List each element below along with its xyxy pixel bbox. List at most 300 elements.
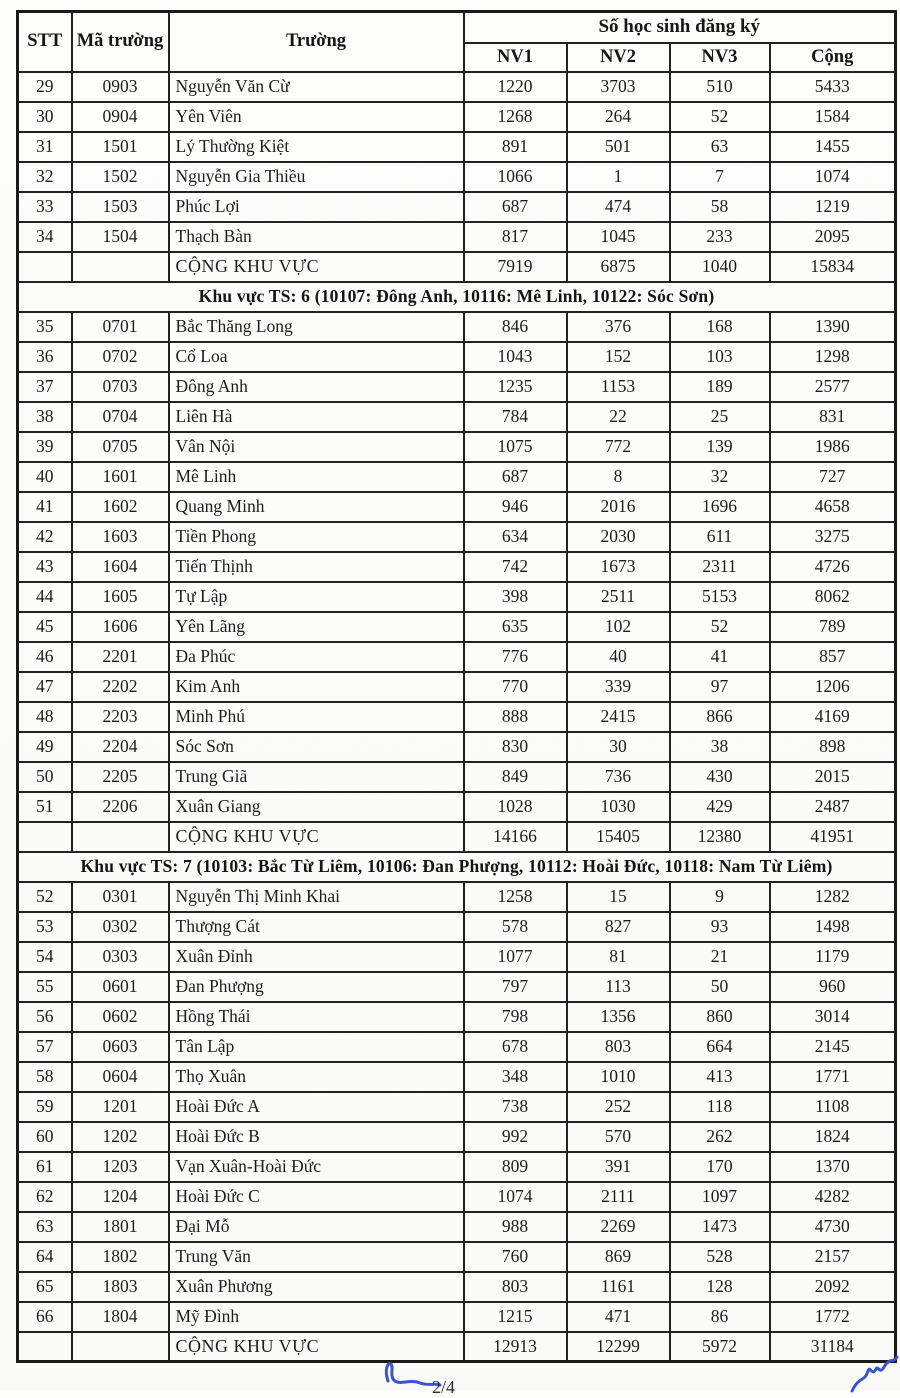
nv2-count-cell: 264 xyxy=(567,102,670,132)
school-code-cell: 0603 xyxy=(72,1032,169,1062)
school-code-cell: 0705 xyxy=(72,432,169,462)
table-row xyxy=(18,882,896,912)
nv1-count-cell: 891 xyxy=(464,132,567,162)
school-code-cell: 1804 xyxy=(72,1302,169,1332)
region-total-row xyxy=(18,252,896,282)
school-code-cell: 0702 xyxy=(72,342,169,372)
school-code-cell: 2201 xyxy=(72,642,169,672)
col-header-ma-truong: Mã trường xyxy=(72,12,169,72)
school-code-cell: 1201 xyxy=(72,1092,169,1122)
school-code-cell xyxy=(72,252,169,282)
nv1-count-cell: 1215 xyxy=(464,1302,567,1332)
stt-cell: 35 xyxy=(18,312,72,342)
nv3-count-cell: 170 xyxy=(670,1152,770,1182)
nv3-count-cell: 118 xyxy=(670,1092,770,1122)
nv2-count-cell: 22 xyxy=(567,402,670,432)
nv3-count-cell: 611 xyxy=(670,522,770,552)
nv3-count-cell: 429 xyxy=(670,792,770,822)
school-name-cell: Vân Nội xyxy=(169,432,464,462)
school-code-cell: 2202 xyxy=(72,672,169,702)
stt-cell: 53 xyxy=(18,912,72,942)
stt-cell xyxy=(18,1332,72,1362)
nv3-total-cell: 5972 xyxy=(670,1332,770,1362)
table-row xyxy=(18,732,896,762)
total-count-cell: 8062 xyxy=(770,582,896,612)
school-name-cell: Yên Lãng xyxy=(169,612,464,642)
nv2-count-cell: 1045 xyxy=(567,222,670,252)
total-count-cell: 4726 xyxy=(770,552,896,582)
nv2-count-cell: 1 xyxy=(567,162,670,192)
table-row xyxy=(18,1182,896,1212)
school-name-cell: Minh Phú xyxy=(169,702,464,732)
school-code-cell: 1203 xyxy=(72,1152,169,1182)
total-count-cell: 1390 xyxy=(770,312,896,342)
nv2-count-cell: 40 xyxy=(567,642,670,672)
page-number: 2/4 xyxy=(432,1377,456,1397)
school-name-cell: Tự Lập xyxy=(169,582,464,612)
nv1-count-cell: 946 xyxy=(464,492,567,522)
school-name-cell: Yên Viên xyxy=(169,102,464,132)
nv3-count-cell: 5153 xyxy=(670,582,770,612)
nv1-count-cell: 809 xyxy=(464,1152,567,1182)
school-code-cell: 1204 xyxy=(72,1182,169,1212)
nv1-count-cell: 770 xyxy=(464,672,567,702)
school-code-cell: 1803 xyxy=(72,1272,169,1302)
stt-cell: 42 xyxy=(18,522,72,552)
school-code-cell: 0704 xyxy=(72,402,169,432)
school-code-cell: 0302 xyxy=(72,912,169,942)
stt-cell: 50 xyxy=(18,762,72,792)
stt-cell: 57 xyxy=(18,1032,72,1062)
total-count-cell: 1298 xyxy=(770,342,896,372)
school-code-cell: 0301 xyxy=(72,882,169,912)
total-count-cell: 2577 xyxy=(770,372,896,402)
nv3-count-cell: 93 xyxy=(670,912,770,942)
school-code-cell: 2206 xyxy=(72,792,169,822)
total-count-cell: 4658 xyxy=(770,492,896,522)
stt-cell: 54 xyxy=(18,942,72,972)
nv2-count-cell: 2415 xyxy=(567,702,670,732)
nv2-count-cell: 772 xyxy=(567,432,670,462)
nv1-count-cell: 849 xyxy=(464,762,567,792)
table-row xyxy=(18,1062,896,1092)
nv3-count-cell: 1097 xyxy=(670,1182,770,1212)
nv1-count-cell: 1258 xyxy=(464,882,567,912)
nv3-total-cell: 1040 xyxy=(670,252,770,282)
total-count-cell: 1584 xyxy=(770,102,896,132)
nv3-count-cell: 9 xyxy=(670,882,770,912)
school-name-cell: Kim Anh xyxy=(169,672,464,702)
school-name-cell: Hoài Đức B xyxy=(169,1122,464,1152)
total-count-cell: 4282 xyxy=(770,1182,896,1212)
stt-cell: 39 xyxy=(18,432,72,462)
school-name-cell: Tân Lập xyxy=(169,1032,464,1062)
nv3-count-cell: 2311 xyxy=(670,552,770,582)
total-count-cell: 831 xyxy=(770,402,896,432)
stt-cell: 51 xyxy=(18,792,72,822)
table-row xyxy=(18,342,896,372)
school-name-cell: Tiền Phong xyxy=(169,522,464,552)
nv3-count-cell: 52 xyxy=(670,102,770,132)
table-row xyxy=(18,1272,896,1302)
stt-cell: 44 xyxy=(18,582,72,612)
table-row xyxy=(18,72,896,102)
nv1-count-cell: 1066 xyxy=(464,162,567,192)
nv1-count-cell: 798 xyxy=(464,1002,567,1032)
nv2-count-cell: 1153 xyxy=(567,372,670,402)
school-code-cell: 0703 xyxy=(72,372,169,402)
nv2-count-cell: 1673 xyxy=(567,552,670,582)
nv2-count-cell: 152 xyxy=(567,342,670,372)
nv3-count-cell: 58 xyxy=(670,192,770,222)
total-count-cell: 789 xyxy=(770,612,896,642)
nv1-count-cell: 992 xyxy=(464,1122,567,1152)
nv3-count-cell: 262 xyxy=(670,1122,770,1152)
school-name-cell: Mê Linh xyxy=(169,462,464,492)
nv1-count-cell: 348 xyxy=(464,1062,567,1092)
nv3-count-cell: 52 xyxy=(670,612,770,642)
col-header-nv2: NV2 xyxy=(567,43,670,72)
school-name-cell: Sóc Sơn xyxy=(169,732,464,762)
school-code-cell: 0601 xyxy=(72,972,169,1002)
school-code-cell: 0904 xyxy=(72,102,169,132)
nv2-total-cell: 6875 xyxy=(567,252,670,282)
region-total-row xyxy=(18,822,896,852)
nv3-count-cell: 413 xyxy=(670,1062,770,1092)
stt-cell: 61 xyxy=(18,1152,72,1182)
col-header-stt: STT xyxy=(18,12,72,72)
total-count-cell: 1370 xyxy=(770,1152,896,1182)
stt-cell: 66 xyxy=(18,1302,72,1332)
school-name-cell: Nguyễn Gia Thiều xyxy=(169,162,464,192)
table-row xyxy=(18,1122,896,1152)
table-row xyxy=(18,1212,896,1242)
nv2-count-cell: 81 xyxy=(567,942,670,972)
stt-cell: 38 xyxy=(18,402,72,432)
nv1-total-cell: 12913 xyxy=(464,1332,567,1362)
table-row xyxy=(18,192,896,222)
stt-cell: 46 xyxy=(18,642,72,672)
nv1-count-cell: 817 xyxy=(464,222,567,252)
table-row xyxy=(18,642,896,672)
nv3-count-cell: 866 xyxy=(670,702,770,732)
nv2-count-cell: 1356 xyxy=(567,1002,670,1032)
nv1-count-cell: 738 xyxy=(464,1092,567,1122)
stt-cell xyxy=(18,252,72,282)
table-row xyxy=(18,132,896,162)
school-name-cell: Đa Phúc xyxy=(169,642,464,672)
stt-cell xyxy=(18,822,72,852)
nv2-total-cell: 12299 xyxy=(567,1332,670,1362)
table-row xyxy=(18,762,896,792)
stt-cell: 36 xyxy=(18,342,72,372)
school-code-cell: 0303 xyxy=(72,942,169,972)
nv3-count-cell: 7 xyxy=(670,162,770,192)
stt-cell: 56 xyxy=(18,1002,72,1032)
nv2-count-cell: 2030 xyxy=(567,522,670,552)
nv1-count-cell: 846 xyxy=(464,312,567,342)
school-name-cell: Cổ Loa xyxy=(169,342,464,372)
nv1-total-cell: 7919 xyxy=(464,252,567,282)
school-code-cell: 1504 xyxy=(72,222,169,252)
nv1-count-cell: 988 xyxy=(464,1212,567,1242)
nv2-total-cell: 15405 xyxy=(567,822,670,852)
table-row xyxy=(18,1002,896,1032)
school-name-cell: Đông Anh xyxy=(169,372,464,402)
stt-cell: 65 xyxy=(18,1272,72,1302)
school-name-cell: Liên Hà xyxy=(169,402,464,432)
total-count-cell: 2095 xyxy=(770,222,896,252)
table-row xyxy=(18,1152,896,1182)
table-row xyxy=(18,702,896,732)
col-header-nv3: NV3 xyxy=(670,43,770,72)
stt-cell: 31 xyxy=(18,132,72,162)
nv1-count-cell: 398 xyxy=(464,582,567,612)
total-count-cell: 1282 xyxy=(770,882,896,912)
school-name-cell: Trung Văn xyxy=(169,1242,464,1272)
region-total-label: CỘNG KHU VỰC xyxy=(169,822,464,852)
nv3-count-cell: 189 xyxy=(670,372,770,402)
nv2-count-cell: 1030 xyxy=(567,792,670,822)
table-row xyxy=(18,402,896,432)
nv1-count-cell: 830 xyxy=(464,732,567,762)
nv3-count-cell: 860 xyxy=(670,1002,770,1032)
school-code-cell: 0604 xyxy=(72,1062,169,1092)
school-name-cell: Tiến Thịnh xyxy=(169,552,464,582)
nv2-count-cell: 113 xyxy=(567,972,670,1002)
region-total-label: CỘNG KHU VỰC xyxy=(169,252,464,282)
nv1-count-cell: 784 xyxy=(464,402,567,432)
nv1-count-cell: 687 xyxy=(464,192,567,222)
table-row xyxy=(18,492,896,522)
nv1-count-cell: 687 xyxy=(464,462,567,492)
nv1-count-cell: 742 xyxy=(464,552,567,582)
nv1-count-cell: 888 xyxy=(464,702,567,732)
stt-cell: 64 xyxy=(18,1242,72,1272)
region-total-row xyxy=(18,1332,896,1362)
school-code-cell: 1603 xyxy=(72,522,169,552)
stt-cell: 52 xyxy=(18,882,72,912)
nv3-count-cell: 38 xyxy=(670,732,770,762)
school-name-cell: Mỹ Đình xyxy=(169,1302,464,1332)
nv1-count-cell: 797 xyxy=(464,972,567,1002)
stt-cell: 60 xyxy=(18,1122,72,1152)
section-title: Khu vực TS: 6 (10107: Đông Anh, 10116: Mê Linh, 10122: Sóc Sơn) xyxy=(18,282,896,312)
nv3-count-cell: 528 xyxy=(670,1242,770,1272)
stt-cell: 62 xyxy=(18,1182,72,1212)
nv2-count-cell: 570 xyxy=(567,1122,670,1152)
school-code-cell: 2203 xyxy=(72,702,169,732)
table-row xyxy=(18,462,896,492)
total-count-cell: 1498 xyxy=(770,912,896,942)
nv3-count-cell: 25 xyxy=(670,402,770,432)
table-row xyxy=(18,1032,896,1062)
school-name-cell: Thạch Bàn xyxy=(169,222,464,252)
table-row xyxy=(18,522,896,552)
nv3-count-cell: 63 xyxy=(670,132,770,162)
stt-cell: 29 xyxy=(18,72,72,102)
total-count-cell: 2145 xyxy=(770,1032,896,1062)
nv3-count-cell: 510 xyxy=(670,72,770,102)
school-code-cell xyxy=(72,822,169,852)
nv1-count-cell: 760 xyxy=(464,1242,567,1272)
total-count-cell: 727 xyxy=(770,462,896,492)
total-count-cell: 1219 xyxy=(770,192,896,222)
nv2-count-cell: 1010 xyxy=(567,1062,670,1092)
nv2-count-cell: 803 xyxy=(567,1032,670,1062)
nv3-count-cell: 139 xyxy=(670,432,770,462)
school-name-cell: Nguyễn Thị Minh Khai xyxy=(169,882,464,912)
stt-cell: 58 xyxy=(18,1062,72,1092)
school-name-cell: Xuân Đỉnh xyxy=(169,942,464,972)
stt-cell: 37 xyxy=(18,372,72,402)
nv2-count-cell: 391 xyxy=(567,1152,670,1182)
nv2-count-cell: 376 xyxy=(567,312,670,342)
stt-cell: 48 xyxy=(18,702,72,732)
col-header-cong: Cộng xyxy=(770,43,896,72)
nv2-count-cell: 2511 xyxy=(567,582,670,612)
table-header xyxy=(18,12,896,72)
stt-cell: 55 xyxy=(18,972,72,1002)
nv1-count-cell: 1075 xyxy=(464,432,567,462)
nv1-count-cell: 1074 xyxy=(464,1182,567,1212)
school-code-cell: 1605 xyxy=(72,582,169,612)
nv3-count-cell: 41 xyxy=(670,642,770,672)
nv2-count-cell: 3703 xyxy=(567,72,670,102)
stt-cell: 34 xyxy=(18,222,72,252)
school-code-cell: 2205 xyxy=(72,762,169,792)
nv1-count-cell: 635 xyxy=(464,612,567,642)
school-code-cell: 1606 xyxy=(72,612,169,642)
section-title: Khu vực TS: 7 (10103: Bắc Từ Liêm, 10106: Đan Phượng, 10112: Hoài Đức, 10118: Nam Từ Liêm) xyxy=(18,852,896,882)
nv2-count-cell: 2111 xyxy=(567,1182,670,1212)
table-row xyxy=(18,942,896,972)
nv3-count-cell: 50 xyxy=(670,972,770,1002)
total-count-cell: 5433 xyxy=(770,72,896,102)
nv1-count-cell: 1043 xyxy=(464,342,567,372)
table-row xyxy=(18,612,896,642)
school-name-cell: Nguyễn Văn Cừ xyxy=(169,72,464,102)
total-count-cell: 898 xyxy=(770,732,896,762)
total-count-cell: 1772 xyxy=(770,1302,896,1332)
nv1-total-cell: 14166 xyxy=(464,822,567,852)
total-count-cell: 1179 xyxy=(770,942,896,972)
nv3-count-cell: 233 xyxy=(670,222,770,252)
total-count-cell: 4730 xyxy=(770,1212,896,1242)
school-name-cell: Bắc Thăng Long xyxy=(169,312,464,342)
col-header-nv1: NV1 xyxy=(464,43,567,72)
nv3-count-cell: 21 xyxy=(670,942,770,972)
nv3-count-cell: 32 xyxy=(670,462,770,492)
nv2-count-cell: 2016 xyxy=(567,492,670,522)
school-name-cell: Vạn Xuân-Hoài Đức xyxy=(169,1152,464,1182)
school-name-cell: Hoài Đức C xyxy=(169,1182,464,1212)
total-count-cell: 2092 xyxy=(770,1272,896,1302)
school-name-cell: Xuân Giang xyxy=(169,792,464,822)
section-header-row xyxy=(18,282,896,312)
handwritten-signature-scribble-right-icon xyxy=(844,1353,900,1395)
school-code-cell: 2204 xyxy=(72,732,169,762)
table-row xyxy=(18,222,896,252)
school-name-cell: Trung Giã xyxy=(169,762,464,792)
col-header-group-so-hoc-sinh: Số học sinh đăng ký xyxy=(464,12,896,43)
nv2-count-cell: 474 xyxy=(567,192,670,222)
stt-cell: 49 xyxy=(18,732,72,762)
school-code-cell: 0903 xyxy=(72,72,169,102)
table-row xyxy=(18,672,896,702)
total-count-cell: 2015 xyxy=(770,762,896,792)
registration-table xyxy=(16,10,897,1363)
nv2-count-cell: 8 xyxy=(567,462,670,492)
nv1-count-cell: 1268 xyxy=(464,102,567,132)
stt-cell: 63 xyxy=(18,1212,72,1242)
nv3-count-cell: 168 xyxy=(670,312,770,342)
total-count-cell: 1771 xyxy=(770,1062,896,1092)
table-row xyxy=(18,912,896,942)
nv3-count-cell: 128 xyxy=(670,1272,770,1302)
nv2-count-cell: 827 xyxy=(567,912,670,942)
nv2-count-cell: 30 xyxy=(567,732,670,762)
stt-cell: 32 xyxy=(18,162,72,192)
grand-total-cell: 41951 xyxy=(770,822,896,852)
nv1-count-cell: 803 xyxy=(464,1272,567,1302)
nv2-count-cell: 501 xyxy=(567,132,670,162)
school-name-cell: Hồng Thái xyxy=(169,1002,464,1032)
nv1-count-cell: 1235 xyxy=(464,372,567,402)
total-count-cell: 2487 xyxy=(770,792,896,822)
nv3-count-cell: 664 xyxy=(670,1032,770,1062)
nv1-count-cell: 776 xyxy=(464,642,567,672)
nv1-count-cell: 578 xyxy=(464,912,567,942)
total-count-cell: 3014 xyxy=(770,1002,896,1032)
school-name-cell: Hoài Đức A xyxy=(169,1092,464,1122)
nv1-count-cell: 634 xyxy=(464,522,567,552)
table-row xyxy=(18,792,896,822)
stt-cell: 41 xyxy=(18,492,72,522)
nv2-count-cell: 102 xyxy=(567,612,670,642)
nv2-count-cell: 736 xyxy=(567,762,670,792)
school-code-cell: 0602 xyxy=(72,1002,169,1032)
nv3-count-cell: 1473 xyxy=(670,1212,770,1242)
nv2-count-cell: 1161 xyxy=(567,1272,670,1302)
nv2-count-cell: 471 xyxy=(567,1302,670,1332)
nv2-count-cell: 15 xyxy=(567,882,670,912)
table-row xyxy=(18,312,896,342)
region-total-label: CỘNG KHU VỰC xyxy=(169,1332,464,1362)
school-name-cell: Đan Phượng xyxy=(169,972,464,1002)
table-row xyxy=(18,162,896,192)
school-code-cell: 1602 xyxy=(72,492,169,522)
school-name-cell: Xuân Phương xyxy=(169,1272,464,1302)
stt-cell: 40 xyxy=(18,462,72,492)
school-name-cell: Thượng Cát xyxy=(169,912,464,942)
school-name-cell: Phúc Lợi xyxy=(169,192,464,222)
total-count-cell: 857 xyxy=(770,642,896,672)
nv3-total-cell: 12380 xyxy=(670,822,770,852)
total-count-cell: 2157 xyxy=(770,1242,896,1272)
stt-cell: 45 xyxy=(18,612,72,642)
nv1-count-cell: 678 xyxy=(464,1032,567,1062)
school-code-cell: 1503 xyxy=(72,192,169,222)
total-count-cell: 1108 xyxy=(770,1092,896,1122)
total-count-cell: 4169 xyxy=(770,702,896,732)
table-row xyxy=(18,1302,896,1332)
grand-total-cell: 15834 xyxy=(770,252,896,282)
school-name-cell: Quang Minh xyxy=(169,492,464,522)
school-code-cell xyxy=(72,1332,169,1362)
section-header-row xyxy=(18,852,896,882)
total-count-cell: 3275 xyxy=(770,522,896,552)
